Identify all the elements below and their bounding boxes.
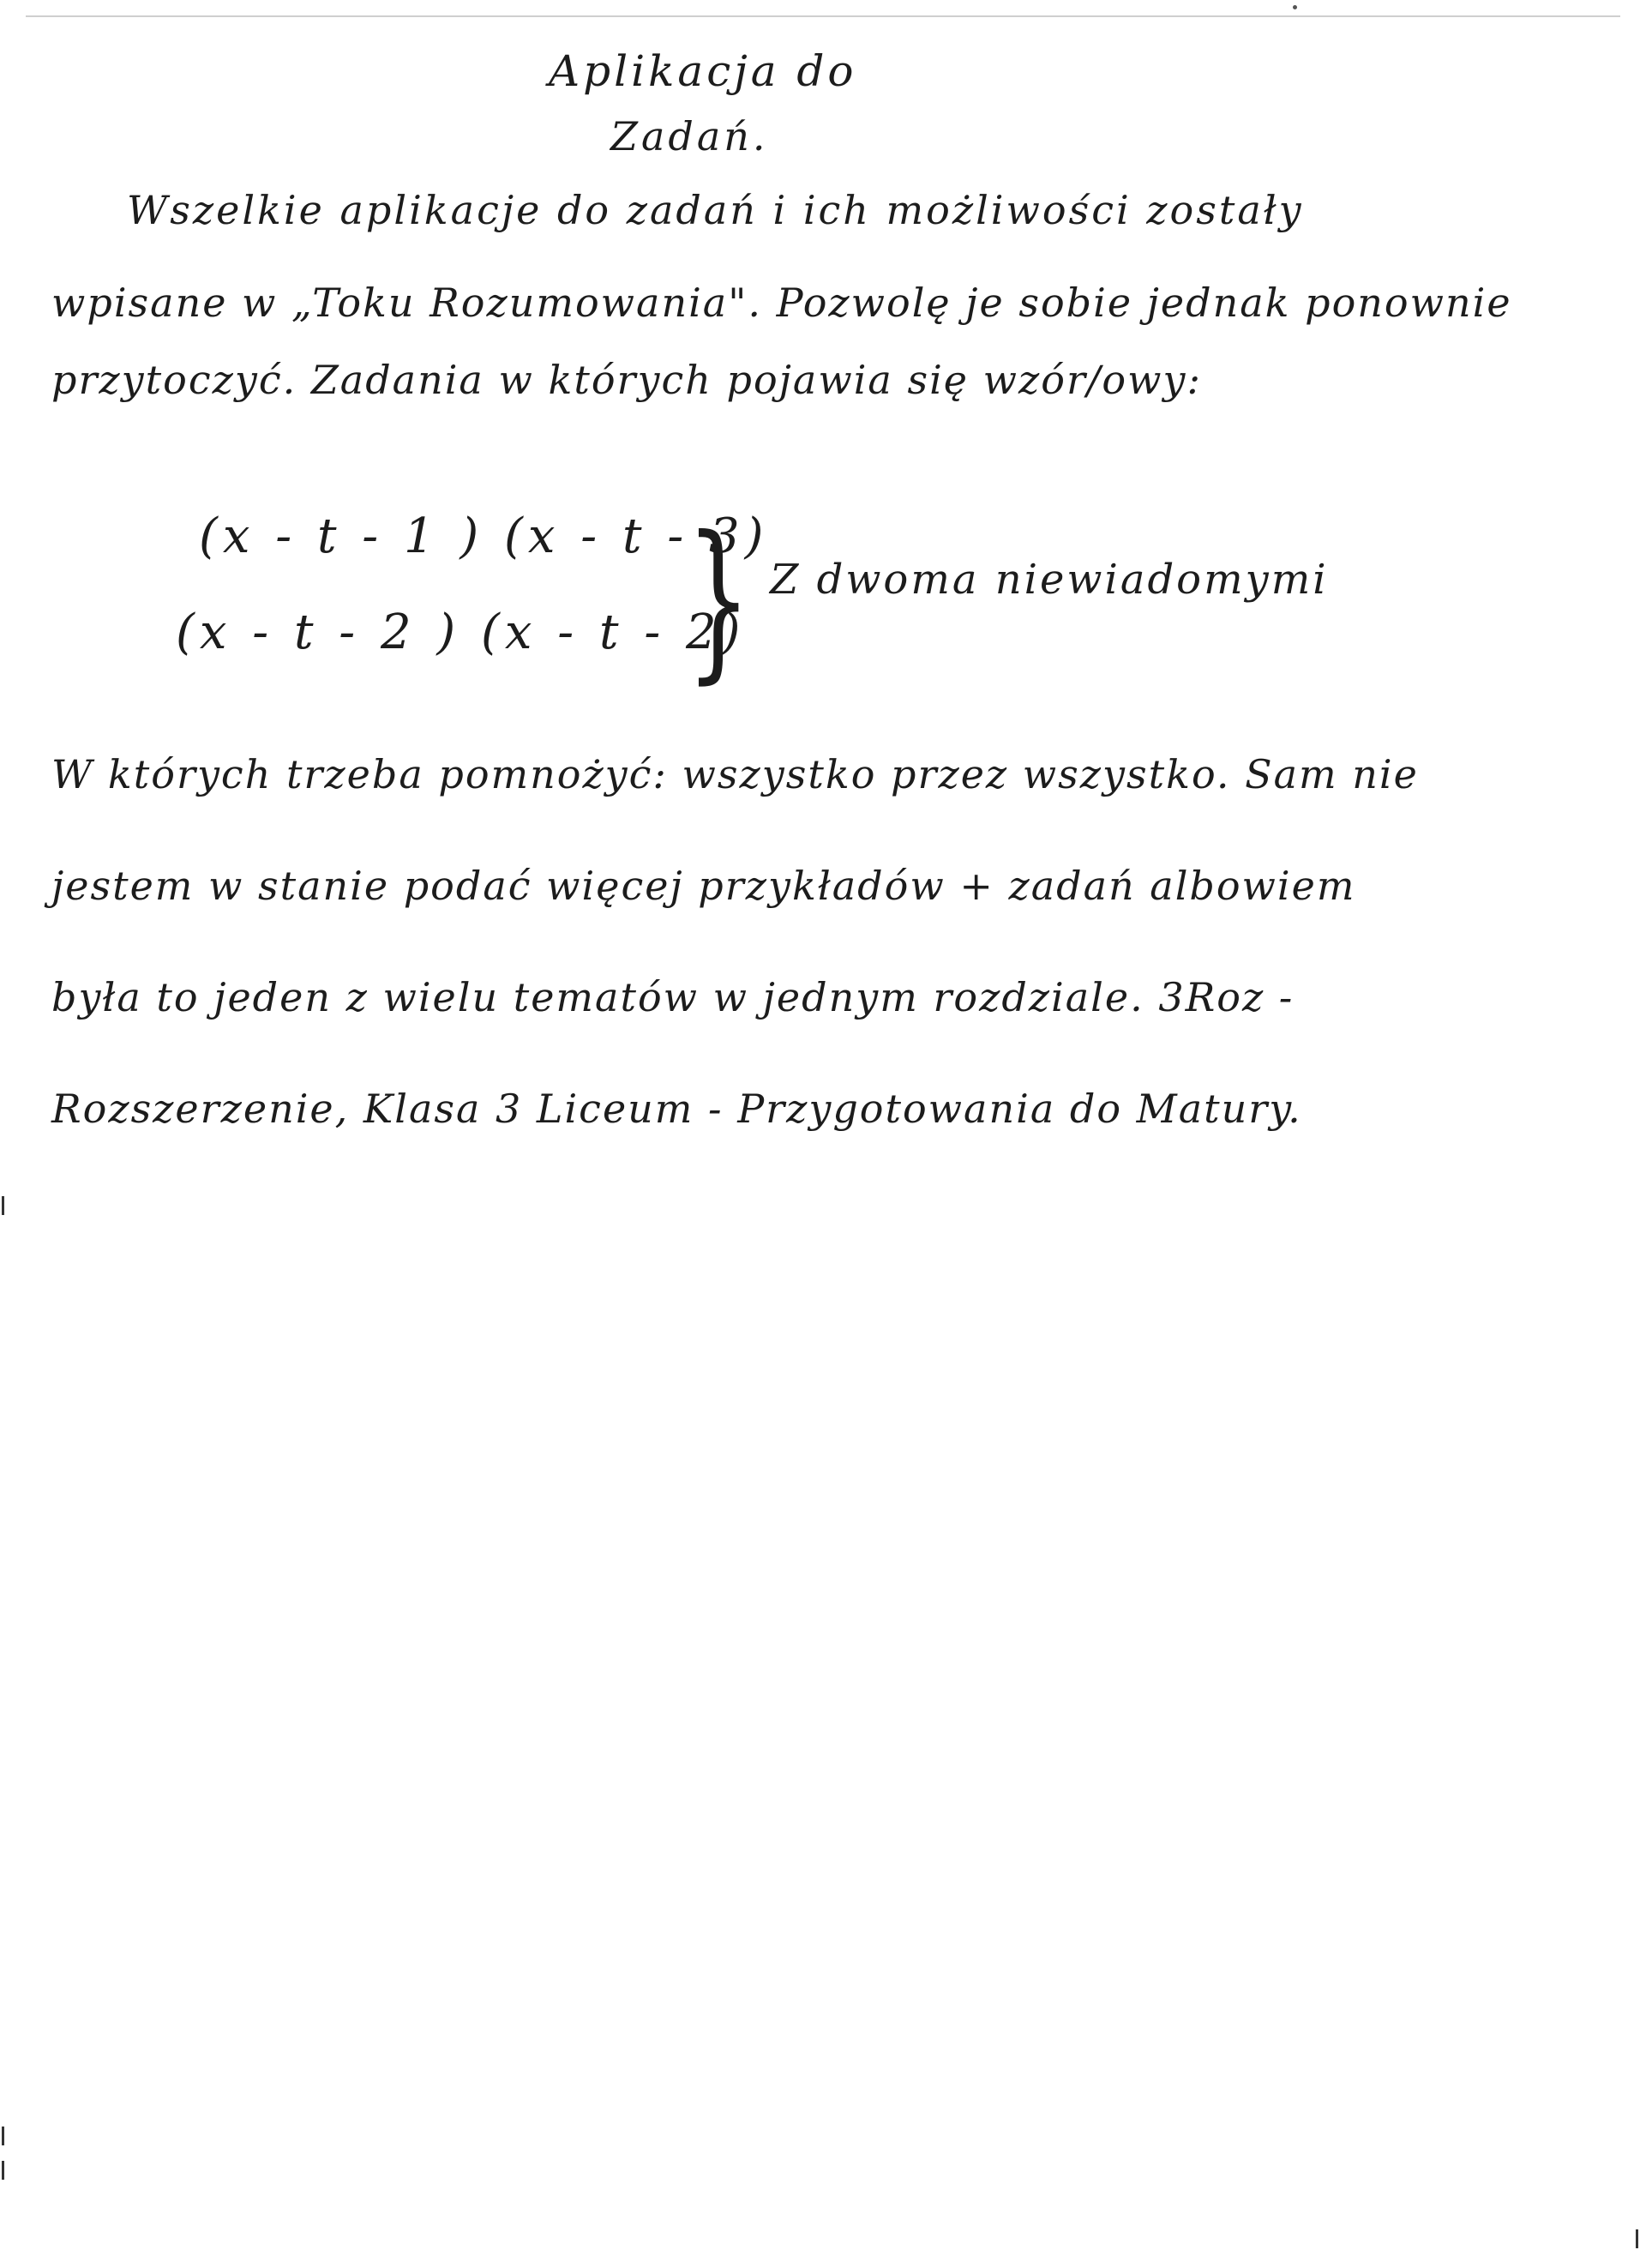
brace-label: Z dwoma niewiadomymi <box>770 556 1329 604</box>
scan-edge-mark <box>1636 2229 1638 2248</box>
equation-1: (x - t - 1 ) (x - t - 3) <box>199 508 769 564</box>
paragraph1-line-1: Wszelkie aplikacje do zadań i ich możliwości zostały <box>127 187 1304 233</box>
document-title-line-2: Zadań. <box>610 113 769 159</box>
scan-edge-mark <box>2 2127 4 2145</box>
scan-speck <box>1293 5 1297 9</box>
paragraph2-line-4: Rozszerzenie, Klasa 3 Liceum - Przygotowania do Matury. <box>51 1086 1302 1132</box>
scan-border-line <box>26 15 1620 17</box>
paragraph2-line-2: jestem w stanie podać więcej przykładów + zadań albowiem <box>51 863 1356 909</box>
paragraph2-line-1: W których trzeba pomnożyć: wszystko przez wszystko. Sam nie <box>51 751 1419 797</box>
scan-edge-mark <box>2 2161 4 2180</box>
curly-brace: } <box>686 500 752 700</box>
document-title-line-1: Aplikacja do <box>549 46 857 96</box>
scan-edge-mark <box>2 1196 4 1215</box>
equation-2: (x - t - 2 ) (x - t - 2) <box>176 605 746 660</box>
paragraph2-line-3: była to jeden z wielu tematów w jednym rozdziale. 3Roz - <box>51 974 1295 1020</box>
paragraph1-line-3: przytoczyć. Zadania w których pojawia się wzór/owy: <box>51 357 1202 403</box>
paragraph1-line-2: wpisane w „Toku Rozumowania". Pozwolę je sobie jednak ponownie <box>51 280 1512 326</box>
